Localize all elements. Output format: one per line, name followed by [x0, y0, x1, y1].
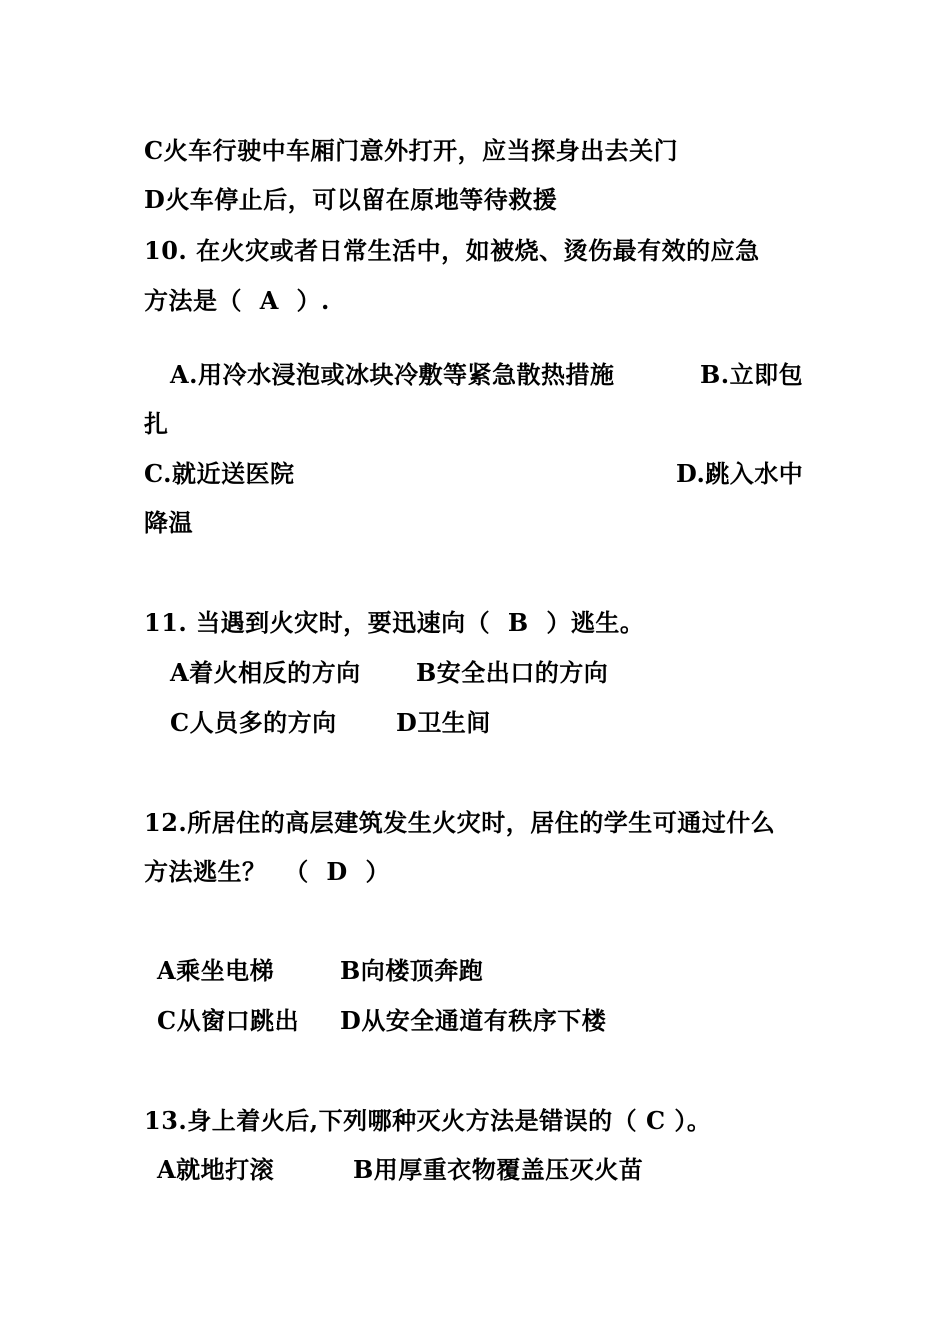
q10-question-line2: 方法是（ A ）.	[144, 286, 330, 315]
q12-option-a: A乘坐电梯	[157, 956, 275, 985]
q9-option-d: D火车停止后，可以留在原地等待救援	[144, 185, 558, 214]
q10-question-line1: 10. 在火灾或者日常生活中，如被烧、烫伤最有效的应急	[144, 236, 760, 265]
q12-option-b: B向楼顶奔跑	[340, 956, 484, 985]
q12-question-line2: 方法逃生？ （ D ）	[144, 857, 390, 886]
q11-question: 11. 当遇到火灾时，要迅速向（ B ）逃生。	[144, 608, 645, 637]
q12-question-line1: 12.所居住的高层建筑发生火灾时，居住的学生可通过什么	[144, 808, 776, 837]
q13-option-a: A就地打滚	[157, 1155, 275, 1184]
q11-option-c: C人员多的方向	[170, 708, 337, 737]
q10-option-b-continued: 扎	[144, 409, 169, 438]
q9-option-c: C火车行驶中车厢门意外打开，应当探身出去关门	[144, 136, 679, 165]
q11-option-b: B安全出口的方向	[416, 658, 609, 687]
q10-option-d-continued: 降温	[144, 508, 193, 537]
q11-option-a: A着火相反的方向	[170, 658, 361, 687]
q12-option-c: C从窗口跳出	[157, 1006, 300, 1035]
q13-question: 13.身上着火后,下列哪种灭火方法是错误的（ C ）。	[144, 1106, 712, 1135]
q10-option-c: C.就近送医院	[144, 459, 295, 488]
q11-option-d: D卫生间	[396, 708, 491, 737]
q12-option-d: D从安全通道有秩序下楼	[340, 1006, 607, 1035]
q10-option-a: A.用冷水浸泡或冰块冷敷等紧急散热措施	[170, 360, 615, 389]
q10-option-b: B.立即包	[700, 360, 804, 389]
q10-option-d: D.跳入水中	[676, 459, 804, 488]
q13-option-b: B用厚重衣物覆盖压灭火苗	[353, 1155, 644, 1184]
